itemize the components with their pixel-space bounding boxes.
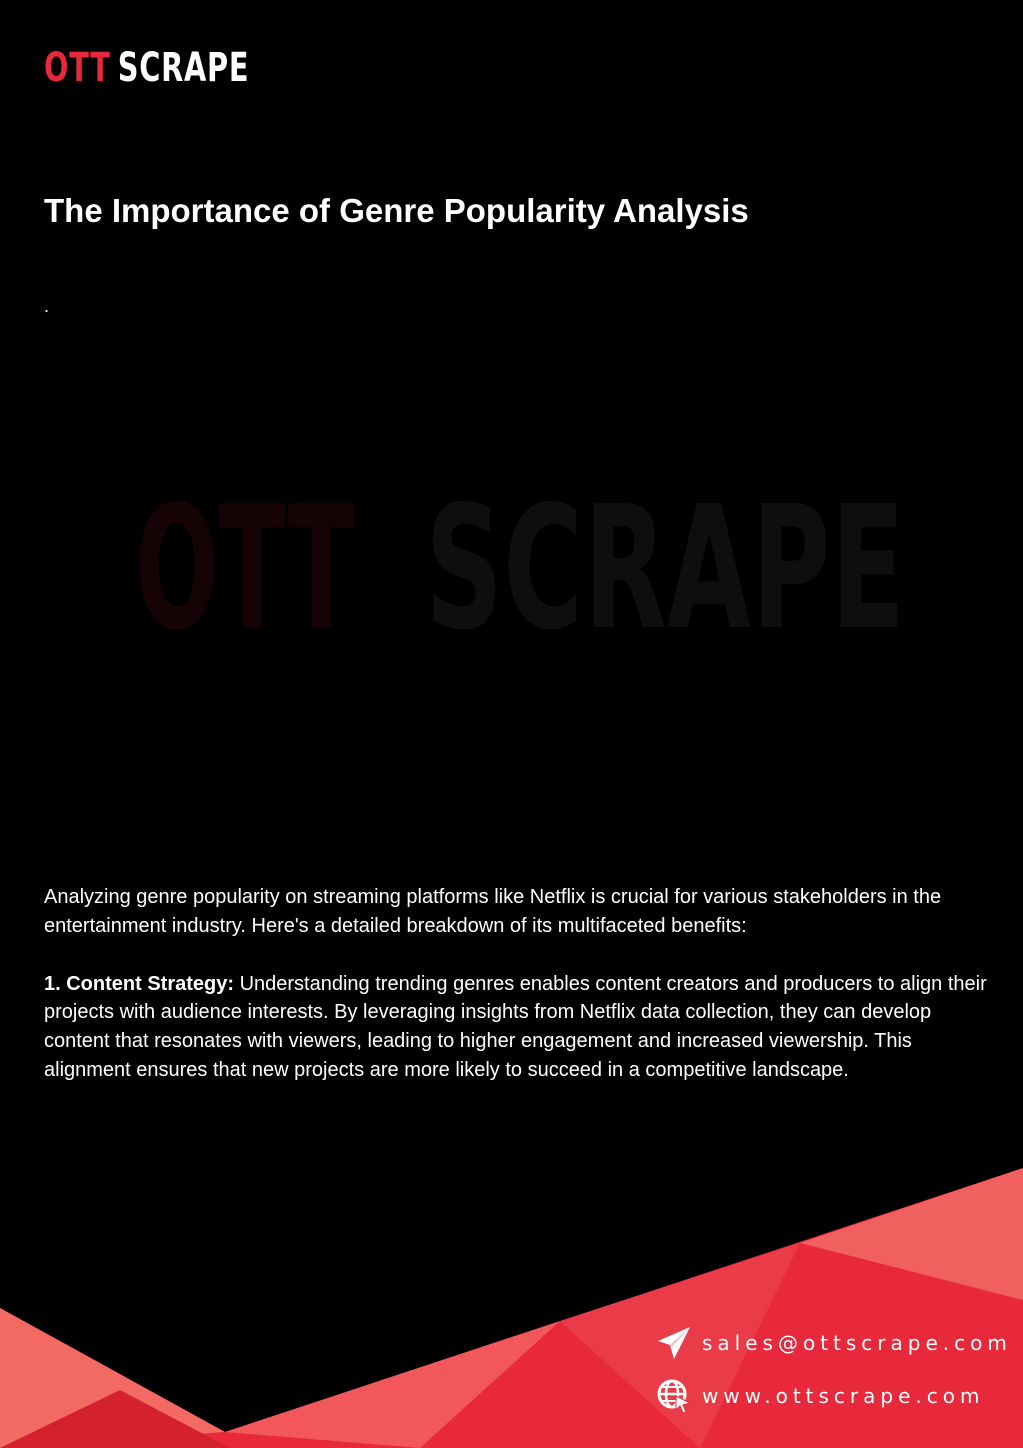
email-text[interactable]: sales@ottscrape.com [702, 1331, 1012, 1355]
svg-text:OTT: OTT [135, 495, 356, 645]
intro-paragraph: Analyzing genre popularity on streaming platforms like Netflix is crucial for various stakeholders in the entertainment industry. Here's a detailed breakdown of its multifaceted benefits: [44, 886, 942, 937]
stray-dot: . [44, 296, 50, 316]
page-title: The Importance of Genre Popularity Analysis [44, 192, 749, 229]
footer-email[interactable] [656, 1325, 1012, 1361]
section-heading: 1. Content Strategy: [44, 972, 235, 995]
paper-plane-icon [656, 1325, 692, 1361]
logo-scrape: SCRAPE [117, 45, 250, 91]
website-text[interactable]: www.ottscrape.com [702, 1384, 985, 1408]
logo-ott: OTT [44, 45, 111, 91]
section-text: Understanding trending genres enables content creators and producers to align their projects with audience interests. By leveraging insights from Netflix data collection, they can develop content that resonates with viewers, leading to higher engagement and increased viewership. This alignment ensures that new projects are more likely to succeed in a competitive landscape. [44, 972, 987, 1081]
globe-cursor-icon [656, 1378, 692, 1414]
footer-website[interactable] [656, 1378, 984, 1414]
svg-text:SCRAPE: SCRAPE [425, 495, 905, 645]
